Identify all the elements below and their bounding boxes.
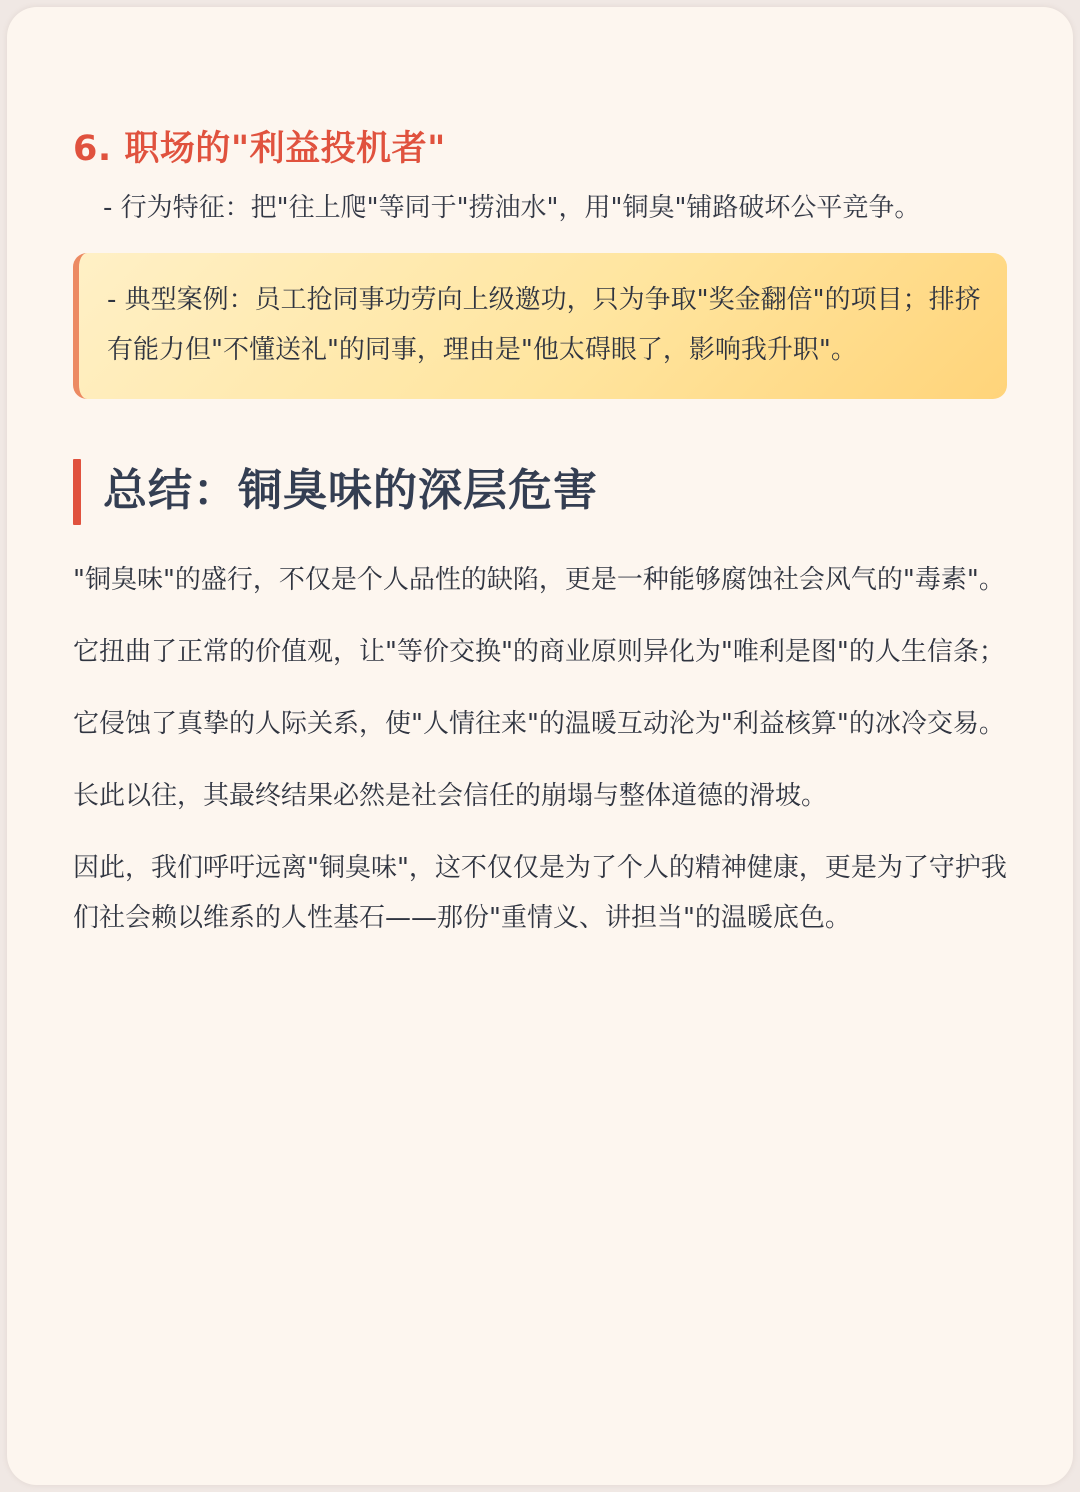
article-card	[7, 7, 1073, 1485]
summary-header	[73, 457, 1007, 525]
typical-case-text: - 典型案例：员工抢同事功劳向上级邀功，只为争取"奖金翻倍"的项目；排挤有能力但"不懂送礼"的同事，理由是"他太碍眼了，影响我升职"。	[107, 285, 981, 365]
summary-paragraph: 它侵蚀了真挚的人际关系，使"人情往来"的温暖互动沦为"利益核算"的冰冷交易。	[73, 709, 1005, 739]
article-content	[73, 119, 1007, 965]
section-title: 6. 职场的"利益投机者"	[73, 129, 446, 169]
summary-paragraph: 它扭曲了正常的价值观，让"等价交换"的商业原则异化为"唯利是图"的人生信条；	[73, 637, 1005, 667]
behavior-feature-line: - 行为特征：把"往上爬"等同于"捞油水"，用"铜臭"铺路破坏公平竞争。	[103, 193, 921, 223]
summary-title: 总结：铜臭味的深层危害	[103, 465, 598, 516]
summary-paragraphs	[73, 555, 1007, 943]
typical-case-callout	[73, 253, 1007, 399]
summary-accent-bar	[73, 459, 81, 525]
summary-paragraph: 长此以往，其最终结果必然是社会信任的崩塌与整体道德的滑坡。	[73, 781, 828, 811]
summary-paragraph: "铜臭味"的盛行，不仅是个人品性的缺陷，更是一种能够腐蚀社会风气的"毒素"。	[73, 565, 1005, 595]
summary-paragraph: 因此，我们呼吁远离"铜臭味"，这不仅仅是为了个人的精神健康，更是为了守护我们社会赖以维系的人性基石——那份"重情义、讲担当"的温暖底色。	[73, 853, 1007, 933]
